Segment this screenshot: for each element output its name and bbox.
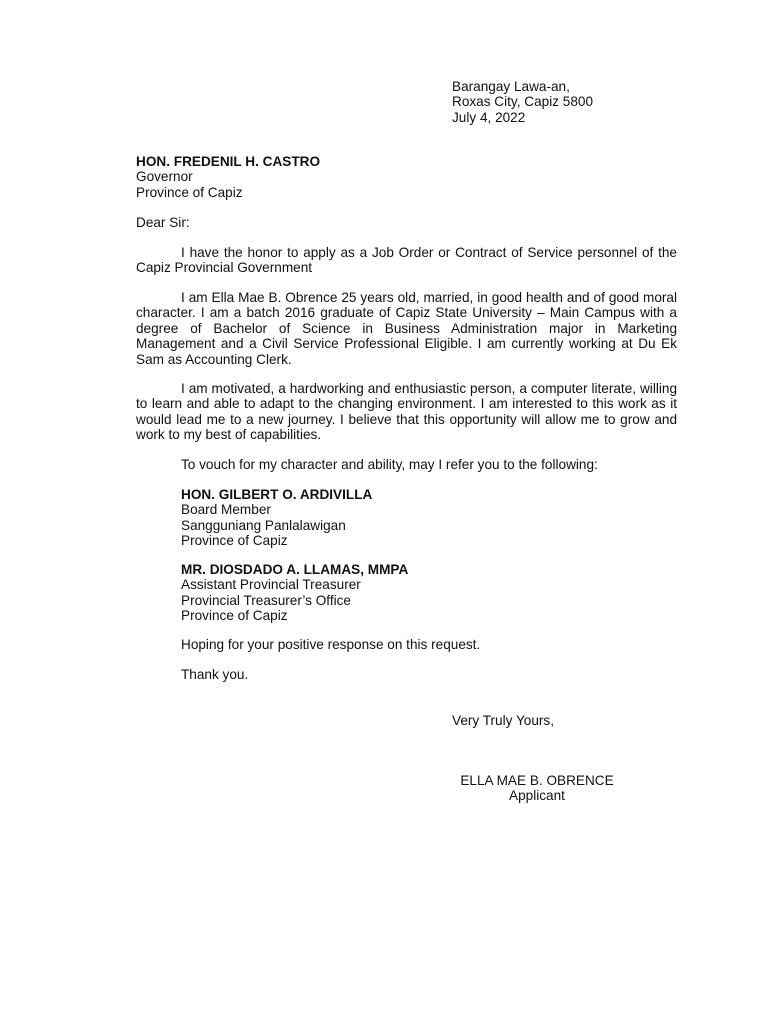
signatory-title: Applicant xyxy=(509,788,565,804)
recipient-name: HON. FREDENIL H. CASTRO xyxy=(136,154,321,169)
signature-block xyxy=(452,773,622,804)
sender-address-block xyxy=(452,79,593,125)
letter-date: July 4, 2022 xyxy=(452,109,526,125)
sender-address-line-1: Barangay Lawa-an, xyxy=(452,79,570,94)
reference-1-province: Province of Capiz xyxy=(181,533,288,549)
recipient-block xyxy=(136,154,320,200)
closing-request-line: Hoping for your positive response on this request. xyxy=(181,637,481,652)
body-paragraph-2: I am Ella Mae B. Obrence 25 years old, married, in good health and of good moral character. I am a batch 2016 graduate of Capiz State University – Main Campus with a degree of Bachelor of Science in Business Administration major in Marketing Management and a Civil Service Professional Eligible. I am currently working at Du Ek Sam as Accounting Clerk. xyxy=(136,290,677,367)
signatory-name: ELLA MAE B. OBRENCE xyxy=(460,773,614,788)
complimentary-close: Very Truly Yours, xyxy=(452,713,555,728)
body-paragraph-1: I have the honor to apply as a Job Order or Contract of Service personnel of the Capiz Provincial Government xyxy=(136,245,677,276)
sender-address-line-2: Roxas City, Capiz 5800 xyxy=(452,94,594,110)
reference-2-province: Province of Capiz xyxy=(181,608,288,624)
reference-2-office: Provincial Treasurer’s Office xyxy=(181,592,351,608)
salutation: Dear Sir: xyxy=(136,215,190,230)
reference-2 xyxy=(181,562,408,624)
reference-1 xyxy=(181,487,372,549)
recipient-title: Governor xyxy=(136,169,193,185)
body-paragraph-4: To vouch for my character and ability, may I refer you to the following: xyxy=(181,457,598,472)
reference-1-name: HON. GILBERT O. ARDIVILLA xyxy=(181,487,373,502)
reference-2-position: Assistant Provincial Treasurer xyxy=(181,577,361,593)
reference-2-name: MR. DIOSDADO A. LLAMAS, MMPA xyxy=(181,562,409,577)
closing-thanks: Thank you. xyxy=(181,667,249,682)
body-paragraph-3: I am motivated, a hardworking and enthusiastic person, a computer literate, willing to learn and able to adapt to the changing environment. I am interested to this work as it would lead me to a new journey. I believe that this opportunity will allow me to grow and work to my best of capabilities. xyxy=(136,381,677,443)
reference-1-position: Board Member xyxy=(181,502,271,518)
reference-1-office: Sangguniang Panlalawigan xyxy=(181,517,346,533)
recipient-office: Province of Capiz xyxy=(136,184,243,200)
